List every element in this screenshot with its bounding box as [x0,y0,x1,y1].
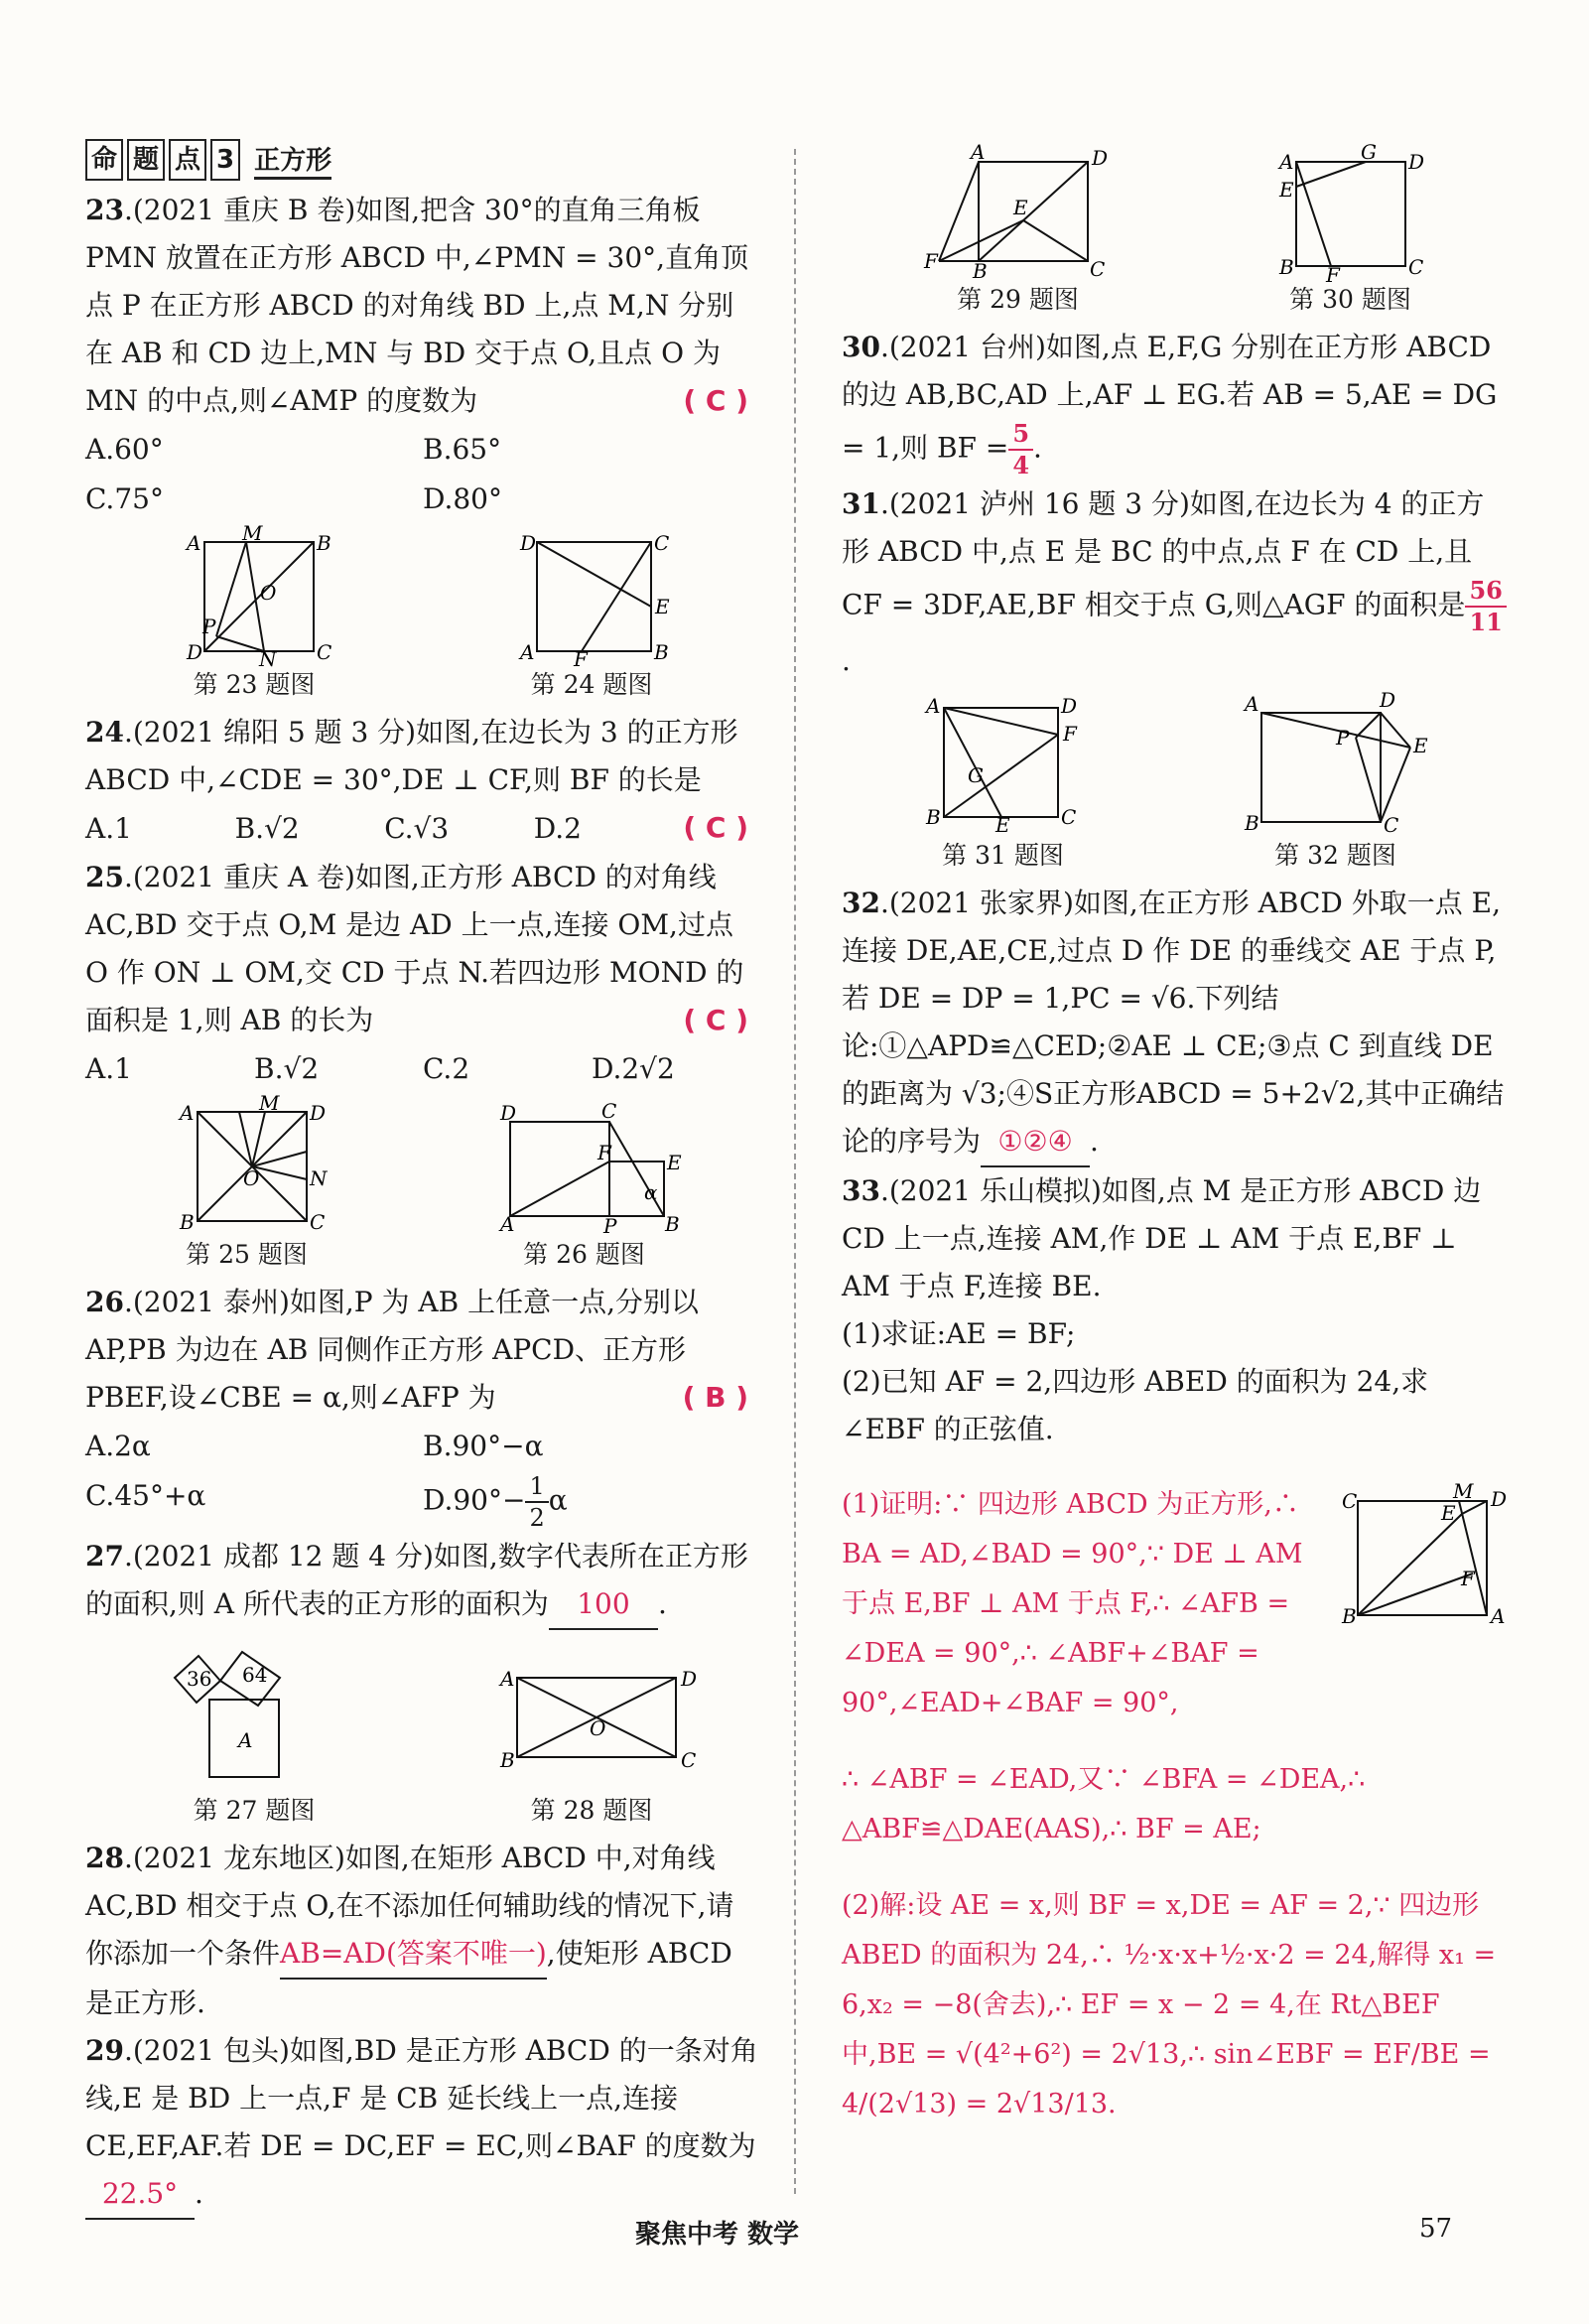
svg-text:B: B [1244,811,1259,835]
q32-answer: ①②④ [981,1118,1090,1167]
q24-text: .(2021 绵阳 5 题 3 分)如图,在边长为 3 的正方形 ABCD 中,∠CDE = 30°,DE ⊥ CF,则 BF 的长是 [85,716,738,796]
svg-text:C: C [1089,257,1105,281]
question-31 [842,480,1507,685]
q26-option-d-num: 1 [525,1471,548,1503]
solution-line-1: (1)证明:∵ 四边形 ABCD 为正方形,∴ BA = AD,∠BAD = 90°,∵ DE ⊥ AM 于点 E,BF ⊥ AM 于点 F,∴ ∠AFB = ∠DEA = 90°,∴ ∠ABF+∠BAF = 90°,∠EAD+∠BAF = 90°, [842,1489,1303,1718]
svg-text:A: A [520,640,535,664]
question-26 [85,1279,760,1422]
svg-text:C: C [1407,255,1423,279]
figures-27-28 [85,1638,760,1827]
svg-text:B: B [179,1210,195,1234]
q33-part-2: (2)已知 AF = 2,四边形 ABED 的面积为 24,求∠EBF 的正弦值. [842,1365,1429,1445]
question-30 [842,324,1507,480]
svg-text:36: 36 [187,1667,212,1691]
svg-text:F: F [1062,722,1077,746]
svg-text:C: C [600,1099,616,1123]
figure-29-caption: 第 29 题图 [957,285,1079,314]
figures-23-24 [85,521,760,701]
figure-33-diagram [1338,1479,1508,1628]
figure-27 [155,1638,353,1827]
q33-text: .(2021 乐山模拟)如图,点 M 是正方形 ABCD 边 CD 上一点,连接 AM,作 DE ⊥ AM 于点 E,BF ⊥ AM 于点 F,连接 BE. [842,1174,1482,1302]
svg-text:M: M [242,521,263,545]
left-column [85,139,760,2220]
svg-text:M: M [258,1091,279,1115]
q29-end: . [195,2177,203,2210]
q25-option-a: A.1 [85,1052,132,1085]
q28-end: ,使矩形 ABCD 是正方形. [85,1937,732,2019]
q25-options [85,1044,760,1094]
q31-number: 31 [842,487,880,520]
figure-26-caption: 第 26 题图 [523,1240,645,1269]
q26-options-2 [85,1471,760,1533]
svg-text:D: D [1407,150,1424,174]
q30-answer-num: 5 [1008,419,1033,451]
figure-27-caption: 第 27 题图 [193,1796,316,1825]
q33-solution [842,1480,1507,2129]
figures-29-30 [842,140,1507,316]
section-char-3: 点 [169,139,206,181]
q29-text: .(2021 包头)如图,BD 是正方形 ABCD 的一条对角线,E 是 BD 上一点,F 是 CB 延长线上一点,连接 CE,EF,AF.若 DE = DC,EF = EC,则∠BAF 的度数为 [85,2034,758,2162]
q28-answer: AB=AD(答案不唯一) [280,1930,547,1980]
q32-text: .(2021 张家界)如图,在正方形 ABCD 外取一点 E,连接 DE,AE,CE,过点 D 作 DE 的垂线交 AE 于点 P,若 DE = DP = 1,PC = √6.下列结论:①△APD≌△CED;②AE ⊥ CE;③点 C 到直线 DE 的距离为 √3;④S正方形ABCD = 5+2√2,其中正确结论的序号为 [842,887,1505,1158]
figure-25-caption: 第 25 题图 [186,1240,308,1269]
q26-number: 26 [85,1286,124,1318]
figure-28 [492,1638,698,1827]
q26-answer: ( B ) [682,1381,748,1414]
svg-text:P: P [602,1214,616,1238]
figure-26 [490,1099,682,1271]
question-29 [85,2027,760,2220]
q30-answer-den: 4 [1012,451,1030,479]
svg-text:P: P [1335,726,1349,750]
figure-31-caption: 第 31 题图 [942,841,1064,870]
svg-text:D: D [1379,688,1395,712]
q24-option-c: C.√3 [384,812,450,845]
svg-text:E: E [655,595,670,618]
svg-text:C: C [681,1748,697,1772]
q25-text: .(2021 重庆 A 卷)如图,正方形 ABCD 的对角线 AC,BD 交于点 O,M 是边 AD 上一点,连接 OM,过点 O 作 ON ⊥ OM,交 CD 于点 N.若四边形 MOND 的面积是 1,则 AB 的长为 [85,861,744,1036]
q23-option-d: D.80° [423,482,502,515]
q30-number: 30 [842,331,880,363]
q23-text: .(2021 重庆 B 卷)如图,把含 30°的直角三角板 PMN 放置在正方形 ABCD 中,∠PMN = 30°,直角顶点 P 在正方形 ABCD 的对角线 BD 上,点 M,N 分别在 AB 和 CD 边上,MN 与 BD 交于点 O,且点 O 为 MN 的中点,则∠AMP 的度数为 [85,194,749,417]
svg-text:E: E [1278,178,1294,202]
svg-text:64: 64 [242,1663,268,1687]
q24-answer: ( C ) [683,811,748,844]
svg-text:D: D [1091,146,1108,170]
svg-text:C: C [317,640,332,664]
figure-25-diagram [168,1091,327,1234]
question-28 [85,1835,760,2027]
figure-24-caption: 第 24 题图 [530,670,653,699]
svg-text:B: B [1278,255,1294,279]
svg-text:A: A [1491,1604,1506,1628]
q26-option-a: A.2α [85,1430,151,1462]
svg-text:A: A [1244,692,1258,716]
q31-text: .(2021 泸州 16 题 3 分)如图,在边长为 4 的正方形 ABCD 中,点 E 是 BC 的中点,点 F 在 CD 上,且 CF = 3DF,AE,BF 相交于点 G,则△AGF 的面积是 [842,487,1485,621]
svg-text:F: F [1461,1567,1475,1590]
solution-line-2: ∴ ∠ABF = ∠EAD,又∵ ∠BFA = ∠DEA,∴ △ABF≌△DAE(AAS),∴ BF = AE; [842,1764,1366,1845]
svg-text:E: E [1012,196,1028,219]
q27-number: 27 [85,1540,124,1572]
q26-text: .(2021 泰州)如图,P 为 AB 上任意一点,分别以 AP,PB 为边在 AB 同侧作正方形 APCD、正方形 PBEF,设∠CBE = α,则∠AFP 为 [85,1286,700,1414]
figure-32 [1237,688,1435,872]
q25-answer: ( C ) [683,1004,748,1036]
svg-text:B: B [972,259,988,283]
svg-text:D: D [681,1667,698,1691]
q24-option-d: D.2 [533,812,582,845]
figure-31-diagram [914,693,1093,837]
q24-option-b: B.√2 [234,812,300,845]
q23-option-b: B.65° [423,433,502,466]
figure-28-diagram [492,1638,698,1787]
q26-option-d-den: 2 [529,1504,545,1532]
q27-end: . [657,1587,667,1620]
q26-options [85,1422,760,1471]
svg-text:A: A [970,140,985,164]
figure-27-diagram [155,1638,353,1787]
question-27 [85,1533,760,1630]
q23-option-c: C.75° [85,482,164,515]
q23-number: 23 [85,194,124,226]
q26-option-d-suffix: α [548,1483,568,1517]
q24-options [85,804,683,854]
section-char-4: 3 [210,139,240,181]
q25-number: 25 [85,861,124,893]
figure-30 [1271,140,1430,316]
svg-text:C: C [1383,813,1398,837]
svg-text:O: O [242,1166,259,1190]
figure-30-caption: 第 30 题图 [1289,285,1411,314]
q26-option-b: B.90°−α [423,1430,544,1462]
figure-29-diagram [919,140,1118,283]
q25-option-d: D.2√2 [592,1052,675,1085]
figure-23 [175,521,333,701]
svg-text:G: G [967,763,984,787]
svg-text:C: C [1342,1489,1358,1513]
svg-text:D: D [499,1101,516,1125]
q31-answer-den: 11 [1469,608,1503,636]
question-33 [842,1167,1507,1310]
solution-line-3: (2)解:设 AE = x,则 BF = x,DE = AF = 2,∵ 四边形 ABED 的面积为 24,∴ ½·x·x+½·x·2 = 24,解得 x₁ = 6,x₂ = −8(舍去),∴ EF = x − 2 = 4,在 Rt△BEF 中,BE = √(4²+6²) = 2√13,∴ sin∠EBF = EF/BE = 4/(2√13) = 2√13/13. [842,1890,1497,2119]
q31-end: . [842,644,851,677]
q26-option-d-fraction [525,1471,548,1533]
right-column [842,139,1507,2156]
svg-text:F: F [923,249,938,273]
q33-number: 33 [842,1174,880,1207]
figure-24-diagram [512,531,671,671]
q30-text: .(2021 台州)如图,点 E,F,G 分别在正方形 ABCD 的边 AB,BC,AD 上,AF ⊥ EG.若 AB = 5,AE = DG = 1,则 BF = [842,331,1498,465]
q23-options [85,425,760,475]
svg-text:A: A [179,1101,194,1125]
svg-text:D: D [520,531,537,555]
figure-24 [512,532,671,701]
svg-text:O: O [590,1716,606,1740]
question-25 [85,854,760,1044]
q24-number: 24 [85,716,124,749]
svg-text:C: C [1060,805,1076,829]
q28-number: 28 [85,1842,124,1874]
q27-text: .(2021 成都 12 题 4 分)如图,数字代表所在正方形的面积,则 A 所代表的正方形的面积为 [85,1540,748,1620]
q31-answer [1465,576,1506,637]
q26-option-d-prefix: D.90°− [423,1483,526,1517]
svg-text:G: G [1360,140,1377,164]
svg-text:E: E [666,1151,682,1174]
figure-32-diagram [1237,688,1435,837]
svg-text:B: B [925,805,941,829]
svg-text:C: C [654,531,670,555]
q30-end: . [1033,431,1042,465]
figures-31-32 [842,688,1507,872]
q23-option-a: A.60° [85,433,164,466]
q23-answer: ( C ) [683,384,748,417]
svg-text:N: N [309,1166,327,1190]
q30-answer [1008,419,1033,480]
svg-text:D: D [309,1101,326,1125]
figure-30-diagram [1271,140,1430,287]
figure-23-caption: 第 23 题图 [193,670,316,699]
svg-text:E: E [994,813,1010,837]
q29-answer: 22.5° [85,2170,195,2220]
figure-23-diagram [175,521,333,671]
svg-text:M: M [1453,1479,1474,1503]
svg-text:α: α [643,1180,658,1204]
q24-option-a: A.1 [85,812,132,845]
figure-25 [168,1091,327,1271]
svg-text:A: A [187,531,201,555]
svg-text:F: F [1325,263,1340,287]
svg-text:B: B [1342,1604,1357,1628]
q27-answer: 100 [549,1580,658,1630]
svg-text:F: F [596,1141,611,1164]
svg-text:A: A [499,1212,514,1236]
figure-31 [914,693,1093,872]
figure-29 [919,140,1118,316]
svg-text:B: B [500,1748,515,1772]
q25-option-c: C.2 [423,1052,470,1085]
figure-32-caption: 第 32 题图 [1274,841,1396,870]
q31-answer-num: 56 [1465,576,1506,608]
section-char-1: 命 [85,139,123,181]
footer-title: 聚焦中考 数学 [635,2220,800,2250]
q29-number: 29 [85,2034,124,2067]
svg-text:D: D [187,640,203,664]
q26-option-c: C.45°+α [85,1479,206,1512]
page-number: 57 [1419,2214,1453,2244]
svg-text:A: A [238,1728,253,1752]
q32-number: 32 [842,887,880,919]
question-32 [842,880,1507,1167]
section-char-2: 题 [127,139,165,181]
svg-text:B: B [317,531,331,555]
svg-text:B: B [654,640,669,664]
svg-text:P: P [202,615,216,638]
svg-text:A: A [925,694,940,718]
svg-text:N: N [259,647,277,671]
svg-text:B: B [664,1212,680,1236]
svg-text:E: E [1441,1501,1456,1525]
svg-text:C: C [309,1210,325,1234]
svg-text:E: E [1412,734,1428,757]
column-divider [794,149,796,2194]
q33-part-1: (1)求证:AE = BF; [842,1317,1076,1350]
svg-text:A: A [1278,150,1293,174]
q32-end: . [1090,1125,1099,1158]
svg-text:O: O [260,581,277,605]
figure-28-caption: 第 28 题图 [530,1796,653,1825]
figures-25-26 [85,1091,760,1271]
q28-text: .(2021 龙东地区)如图,在矩形 ABCD 中,对角线 AC,BD 相交于点 O,在不添加任何辅助线的情况下,请你添加一个条件 [85,1842,734,1970]
section-title: 正方形 [254,140,331,180]
svg-text:D: D [1060,694,1077,718]
svg-text:A: A [500,1667,515,1691]
question-23 [85,187,760,425]
section-heading [85,139,760,181]
svg-text:D: D [1491,1487,1508,1511]
q23-options-2 [85,475,760,524]
q25-option-b: B.√2 [254,1052,320,1085]
q26-option-d [423,1471,760,1533]
svg-text:F: F [574,647,588,671]
figure-26-diagram [490,1099,682,1238]
